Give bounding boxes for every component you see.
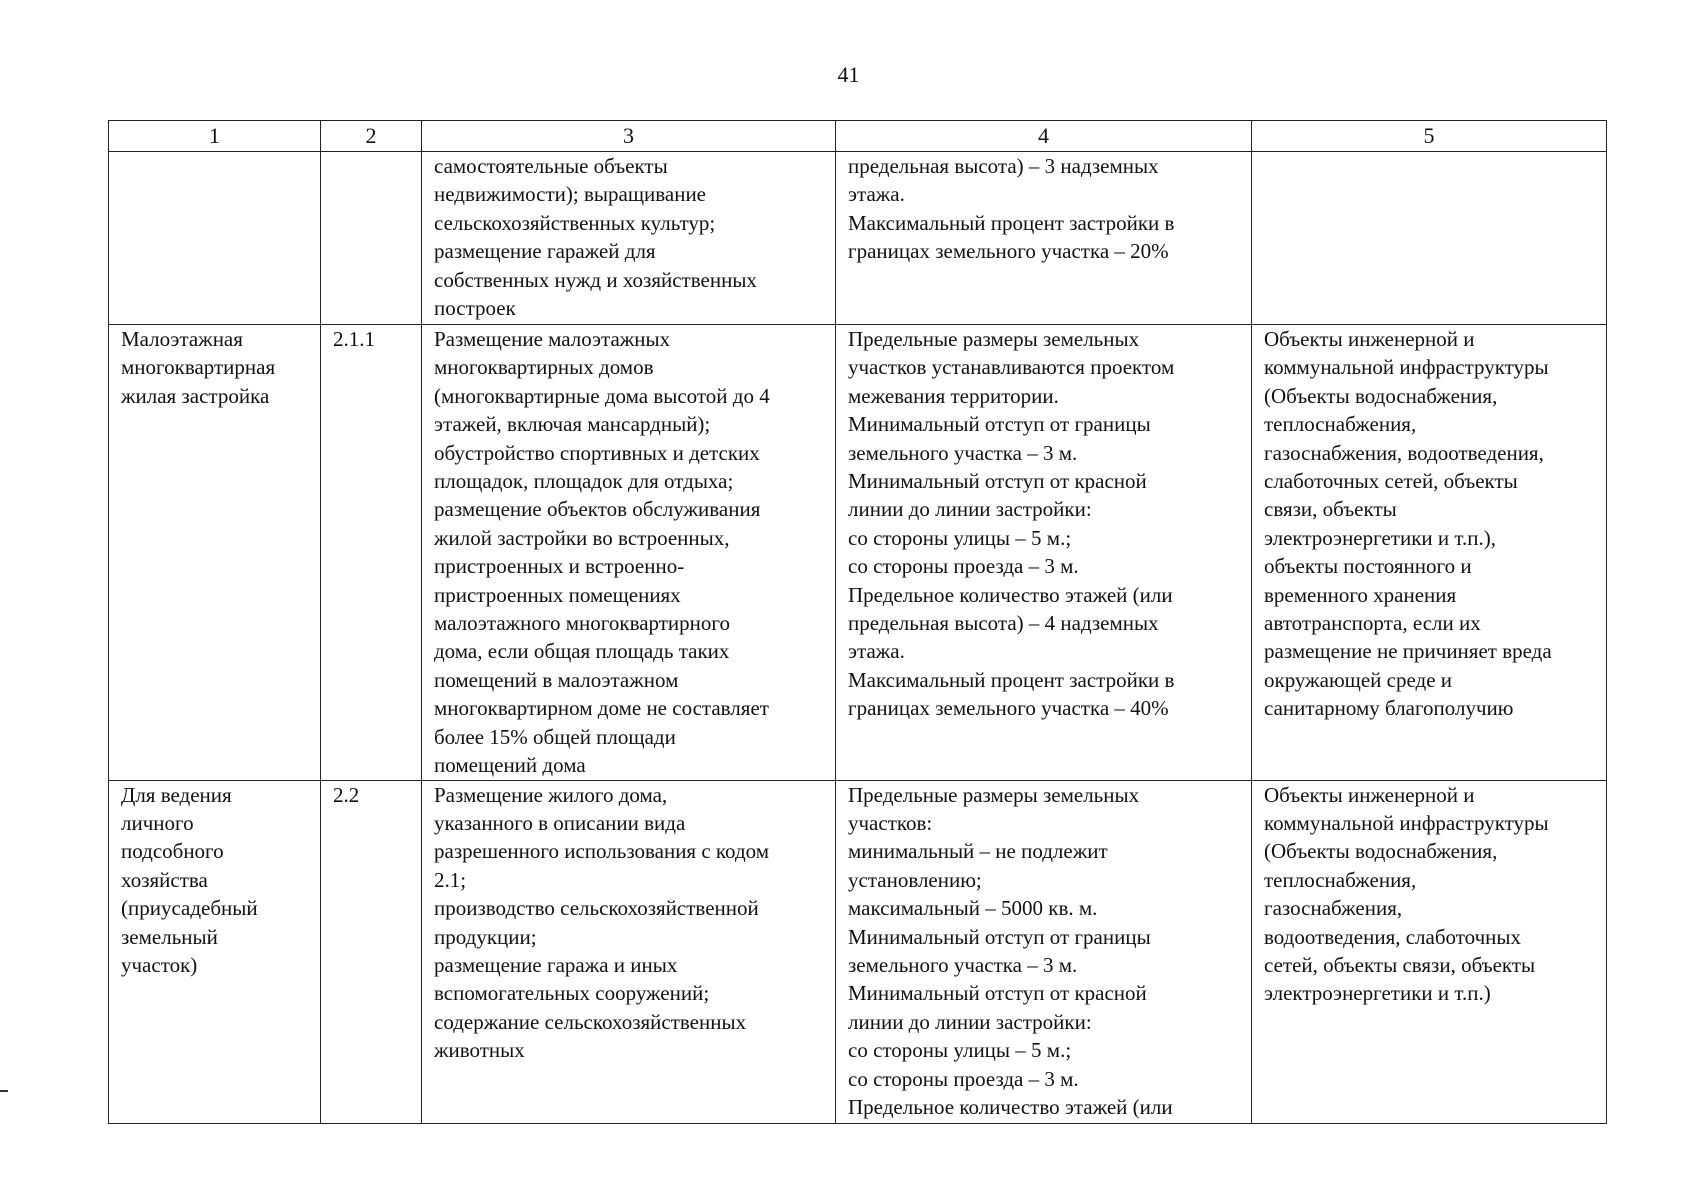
cell-text-line: слаботочных сетей, объекты <box>1264 469 1518 494</box>
cell-text-line: размещение гаража и иных <box>434 952 678 977</box>
cell-text-line: Предельные размеры земельных <box>848 782 1140 807</box>
cell-text-line: Минимальный отступ от красной <box>848 981 1147 1006</box>
cell-text-line: (многоквартирные дома высотой до 4 <box>434 383 770 408</box>
column-header-2: 2 <box>321 121 422 152</box>
cell-text-line: земельного участка – 3 м. <box>848 440 1078 465</box>
use-description-cell <box>422 325 836 781</box>
cell-text-line: помещений в малоэтажном <box>434 667 679 692</box>
cell-text-line: вспомогательных сооружений; <box>434 981 710 1006</box>
cell-text-line: Максимальный процент застройки в <box>848 210 1175 235</box>
cell-text-line: содержание сельскохозяйственных <box>434 1009 747 1034</box>
parameters-cell <box>836 780 1252 1123</box>
cell-text-line: этажа. <box>848 182 905 207</box>
cell-text-line: Объекты инженерной и <box>1264 327 1475 351</box>
cell-text-line: предельная высота) – 4 надземных <box>848 611 1159 636</box>
land-use-regulations-table <box>108 120 1607 1124</box>
table-row-private-farm-plot <box>109 780 1607 1123</box>
cell-text-line: собственных нужд и хозяйственных <box>434 267 757 292</box>
cell-text-line: санитарному благополучию <box>1264 696 1514 721</box>
cell-text-line: линии до линии застройки: <box>848 497 1092 522</box>
cell-text-line: межевания территории. <box>848 383 1059 408</box>
cell-text-line: площадок, площадок для отдыха; <box>434 469 734 494</box>
use-description-cell <box>422 152 836 325</box>
cell-text-line: Предельное количество этажей (или <box>848 582 1173 607</box>
auxiliary-uses-cell <box>1252 152 1607 325</box>
cell-text-line: более 15% общей площади <box>434 724 676 749</box>
use-type-code-cell <box>321 152 422 325</box>
cell-text-line: недвижимости); выращивание <box>434 182 707 207</box>
cell-text-line: подсобного <box>121 839 224 864</box>
column-header-1: 1 <box>109 121 321 152</box>
cell-text-line: газоснабжения, водоотведения, <box>1264 440 1544 465</box>
page-number: 41 <box>837 62 860 87</box>
cell-text-line: многоквартирных домов <box>434 355 654 380</box>
cell-text-line: указанного в описании вида <box>434 810 686 835</box>
cell-text-line: со стороны улицы – 5 м.; <box>848 525 1072 550</box>
cell-text-line: участок) <box>121 952 198 977</box>
table-row-low-rise-apartments <box>109 325 1607 781</box>
cell-text-line: помещений дома <box>434 753 586 778</box>
cell-text-line: окружающей среде и <box>1264 667 1453 692</box>
scan-edge-mark <box>0 1090 8 1092</box>
cell-text-line: размещение не причиняет вреда <box>1264 639 1552 664</box>
cell-text-line: автотранспорта, если их <box>1264 611 1481 636</box>
cell-text-line: со стороны проезда – 3 м. <box>848 1066 1079 1091</box>
cell-text-line: водоотведения, слаботочных <box>1264 924 1522 949</box>
cell-text-line: животных <box>434 1038 525 1063</box>
cell-text-line: дома, если общая площадь таких <box>434 639 730 664</box>
cell-text-line: временного хранения <box>1264 582 1457 607</box>
cell-text-line: максимальный – 5000 кв. м. <box>848 896 1098 921</box>
use-type-name-cell <box>109 780 321 1123</box>
cell-text-line: границах земельного участка – 20% <box>848 239 1169 264</box>
cell-text-line: Размещение жилого дома, <box>434 782 668 807</box>
cell-text-line: Малоэтажная <box>121 327 243 351</box>
cell-text-line: обустройство спортивных и детских <box>434 440 760 465</box>
cell-text-line: объекты постоянного и <box>1264 554 1472 579</box>
cell-text-line: размещение гаражей для <box>434 239 656 264</box>
cell-text-line: (приусадебный <box>121 896 258 921</box>
cell-text-line: предельная высота) – 3 надземных <box>848 154 1159 178</box>
table-row-continued <box>109 152 1607 325</box>
use-type-name-cell <box>109 325 321 781</box>
cell-text-line: построек <box>434 296 516 321</box>
cell-text-line: Предельные размеры земельных <box>848 327 1140 351</box>
cell-text-line: со стороны проезда – 3 м. <box>848 554 1079 579</box>
cell-text-line: электроэнергетики и т.п.) <box>1264 981 1491 1006</box>
cell-text-line: теплоснабжения, <box>1264 412 1417 437</box>
column-header-3: 3 <box>422 121 836 152</box>
cell-text-line: со стороны улицы – 5 м.; <box>848 1038 1072 1063</box>
cell-text-line: этажей, включая мансардный); <box>434 412 711 437</box>
cell-text-line: Размещение малоэтажных <box>434 327 671 351</box>
cell-text-line: (Объекты водоснабжения, <box>1264 839 1498 864</box>
cell-text-line: малоэтажного многоквартирного <box>434 611 730 636</box>
cell-text-line: Объекты инженерной и <box>1264 782 1475 807</box>
cell-text-line: самостоятельные объекты <box>434 154 668 178</box>
auxiliary-uses-cell <box>1252 780 1607 1123</box>
cell-text-line: установлению; <box>848 867 982 892</box>
cell-text-line: жилая застройка <box>121 383 270 408</box>
cell-text-line: участков: <box>848 810 933 835</box>
cell-text-line: многоквартирная <box>121 355 276 380</box>
cell-text-line: границах земельного участка – 40% <box>848 696 1169 721</box>
table-header-row <box>109 121 1607 152</box>
cell-text-line: производство сельскохозяйственной <box>434 896 759 921</box>
cell-text-line: 2.1; <box>434 867 467 892</box>
cell-text-line: минимальный – не подлежит <box>848 839 1108 864</box>
cell-text-line: теплоснабжения, <box>1264 867 1417 892</box>
parameters-cell <box>836 152 1252 325</box>
cell-text-line: личного <box>121 810 194 835</box>
cell-text-line: жилой застройки во встроенных, <box>434 525 730 550</box>
cell-text-line: электроэнергетики и т.п.), <box>1264 525 1496 550</box>
cell-text-line: Предельное количество этажей (или <box>848 1094 1173 1119</box>
cell-text-line: Максимальный процент застройки в <box>848 667 1175 692</box>
cell-text-line: связи, объекты <box>1264 497 1397 522</box>
cell-text-line: коммунальной инфраструктуры <box>1264 355 1549 380</box>
cell-text-line: газоснабжения, <box>1264 896 1403 921</box>
cell-text-line: Минимальный отступ от красной <box>848 469 1147 494</box>
cell-text-line: продукции; <box>434 924 537 949</box>
cell-text-line: сетей, объекты связи, объекты <box>1264 952 1536 977</box>
cell-text-line: Минимальный отступ от границы <box>848 924 1151 949</box>
cell-text-line: пристроенных помещениях <box>434 582 681 607</box>
cell-text-line: (Объекты водоснабжения, <box>1264 383 1498 408</box>
column-header-5: 5 <box>1252 121 1607 152</box>
auxiliary-uses-cell <box>1252 325 1607 781</box>
cell-text-line: хозяйства <box>121 867 208 892</box>
cell-text-line: земельного участка – 3 м. <box>848 952 1078 977</box>
parameters-cell <box>836 325 1252 781</box>
column-header-4: 4 <box>836 121 1252 152</box>
cell-text-line: Для ведения <box>121 782 232 807</box>
cell-text-line: коммунальной инфраструктуры <box>1264 810 1549 835</box>
cell-text-line: земельный <box>121 924 218 949</box>
use-type-name-cell <box>109 152 321 325</box>
cell-text-line: линии до линии застройки: <box>848 1009 1092 1034</box>
use-description-cell <box>422 780 836 1123</box>
cell-text-line: сельскохозяйственных культур; <box>434 210 716 235</box>
cell-text-line: пристроенных и встроенно- <box>434 554 685 579</box>
use-type-code-cell: 2.1.1 <box>321 325 422 781</box>
cell-text-line: разрешенного использования с кодом <box>434 839 770 864</box>
use-type-code-cell: 2.2 <box>321 780 422 1123</box>
cell-text-line: Минимальный отступ от границы <box>848 412 1151 437</box>
cell-text-line: участков устанавливаются проектом <box>848 355 1175 380</box>
cell-text-line: этажа. <box>848 639 905 664</box>
cell-text-line: размещение объектов обслуживания <box>434 497 761 522</box>
cell-text-line: многоквартирном доме не составляет <box>434 696 769 721</box>
